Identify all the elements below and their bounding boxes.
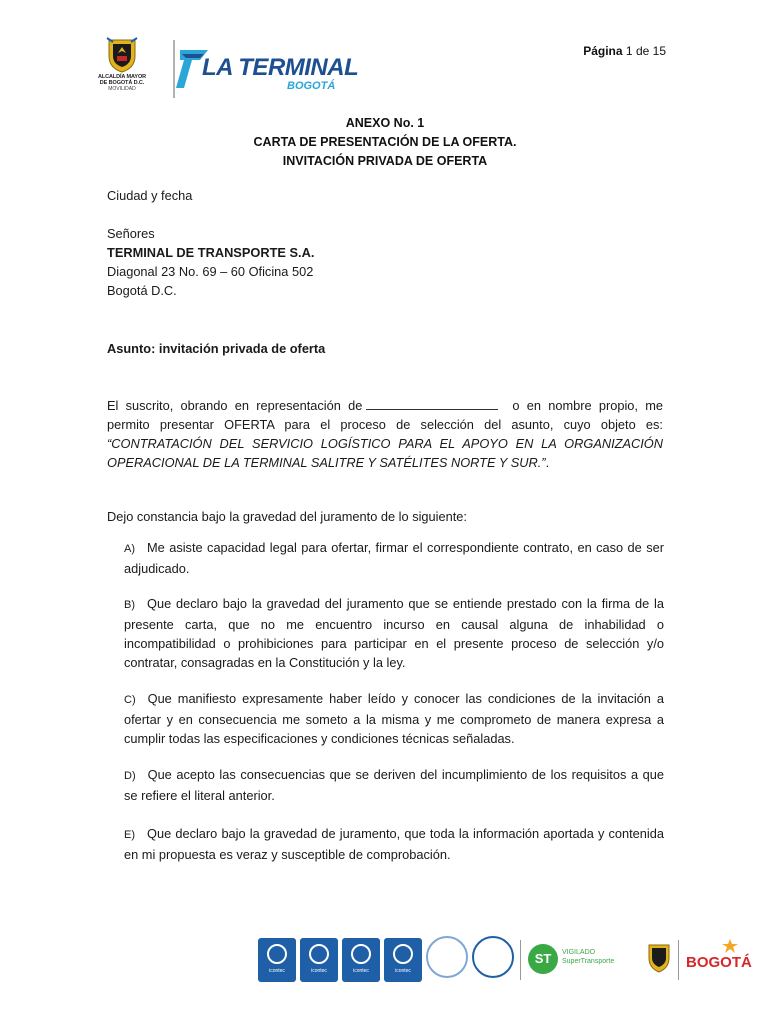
alcaldia-logo [90,36,154,92]
icontec-cert-logo [300,938,338,982]
icontec-cert-logo [384,938,422,982]
footer-logos [258,932,752,992]
declaration-item-a [124,538,664,578]
la-terminal-logo [172,40,362,100]
item-letter: C) [124,694,136,706]
subject-line: Asunto: invitación privada de oferta [107,341,326,356]
title-line1: ANEXO No. 1 [345,116,425,130]
bogota-logo: BOGOTÁ [686,954,752,971]
page-total: 15 [652,44,666,58]
item-letter: B) [124,599,135,611]
cert-ring-icon [393,944,413,964]
item-text: Que acepto las consecuencias que se deriven del incumplimiento de los requisitos a que se refiere el literal anterior. [124,767,664,803]
alcaldia-line3: MOVILIDAD [108,86,136,92]
footer-divider [678,940,679,980]
cert-label: icontec [269,968,285,974]
star-icon [720,938,740,954]
salutation: Señores [107,226,155,241]
cert-label: icontec [311,968,327,974]
cert-label: icontec [395,968,411,974]
representation-blank-line [366,398,498,410]
icontec-cert-logo [342,938,380,982]
title-line3: INVITACIÓN PRIVADA DE OFERTA [282,154,488,168]
recipient-name: TERMINAL DE TRANSPORTE S.A. [107,245,315,260]
icontec-cert-logo [258,938,296,982]
terminal-sub: BOGOTÁ [287,80,336,92]
item-text: Que manifiesto expresamente haber leído y conocer las condiciones de la invitación a ofertar y en consecuencia me someto a la misma y me comprometo de manera expresa a cumplir todas las especificaciones y condiciones técnicas señaladas. [124,691,664,746]
cert-label: icontec [353,968,369,974]
supertransporte-logo: ST [528,944,558,974]
terminal-word: LA TERMINAL [202,54,359,81]
page-label: Página [583,44,623,58]
city-date: Ciudad y fecha [107,188,193,203]
alcaldia-line1: ALCALDÍA MAYOR [98,74,146,80]
title-line2: CARTA DE PRESENTACIÓN DE LA OFERTA. [253,135,517,149]
intro-part2: o en nombre propio, me permito presentar OFERTA para el proceso de selección del asunto, cuyo objeto es: [107,398,663,432]
cert-ring-icon [267,944,287,964]
item-text: Que declaro bajo la gravedad del juramento que se entiende prestado con la firma de la presente carta, que no me encuentro incurso en causal alguna de inhabilidad o incompatibilidad o prohibiciones para participar en el presente proceso de selección y/o contratar, consagradas en la Constitución y la ley. [124,596,664,670]
document-titles [107,114,663,171]
certification-seal-icon [472,936,514,978]
page-current: 1 [625,44,633,58]
header-logos [90,36,360,106]
cert-ring-icon [309,944,329,964]
recipient-address: Diagonal 23 No. 69 – 60 Oficina 502 [107,264,314,279]
certification-seal-icon [426,936,468,978]
supertransporte-text [562,948,614,966]
st-line2: SuperTransporte [562,958,615,965]
footer-divider [520,940,521,980]
intro-part1: El suscrito, obrando en representación de [107,398,363,413]
page-of: de [635,44,650,58]
item-letter: D) [124,770,136,782]
declaration-item-e [124,824,664,864]
st-line1: VIGILADO [562,949,596,956]
intro-end: . [545,455,550,470]
item-text: Me asiste capacidad legal para ofertar, firmar el correspondiente contrato, en caso de ser adjudicado. [124,540,664,576]
item-text: Que declaro bajo la gravedad de juramento, que toda la información aportada y contenida en mi propuesta es veraz y susceptible de comprobación. [124,826,664,862]
coat-of-arms-icon [105,36,139,74]
item-letter: E) [124,829,135,841]
item-letter: A) [124,543,135,555]
intro-paragraph [107,396,663,472]
page-number [583,44,666,58]
oath-intro: Dejo constancia bajo la gravedad del juramento de lo siguiente: [107,509,467,524]
declaration-item-b [124,594,664,672]
alcaldia-line2: DE BOGOTÁ D.C. [99,80,145,86]
contract-object: “CONTRATACIÓN DEL SERVICIO LOGÍSTICO PARA EL APOYO EN LA ORGANIZACIÓN OPERACIONAL DE LA TERMINAL SALITRE Y SATÉLITES NORTE Y SUR.” [107,436,663,470]
recipient-city: Bogotá D.C. [107,283,177,298]
coat-of-arms-icon [646,942,672,976]
cert-ring-icon [351,944,371,964]
declaration-item-d [124,765,664,805]
declaration-item-c [124,689,664,748]
